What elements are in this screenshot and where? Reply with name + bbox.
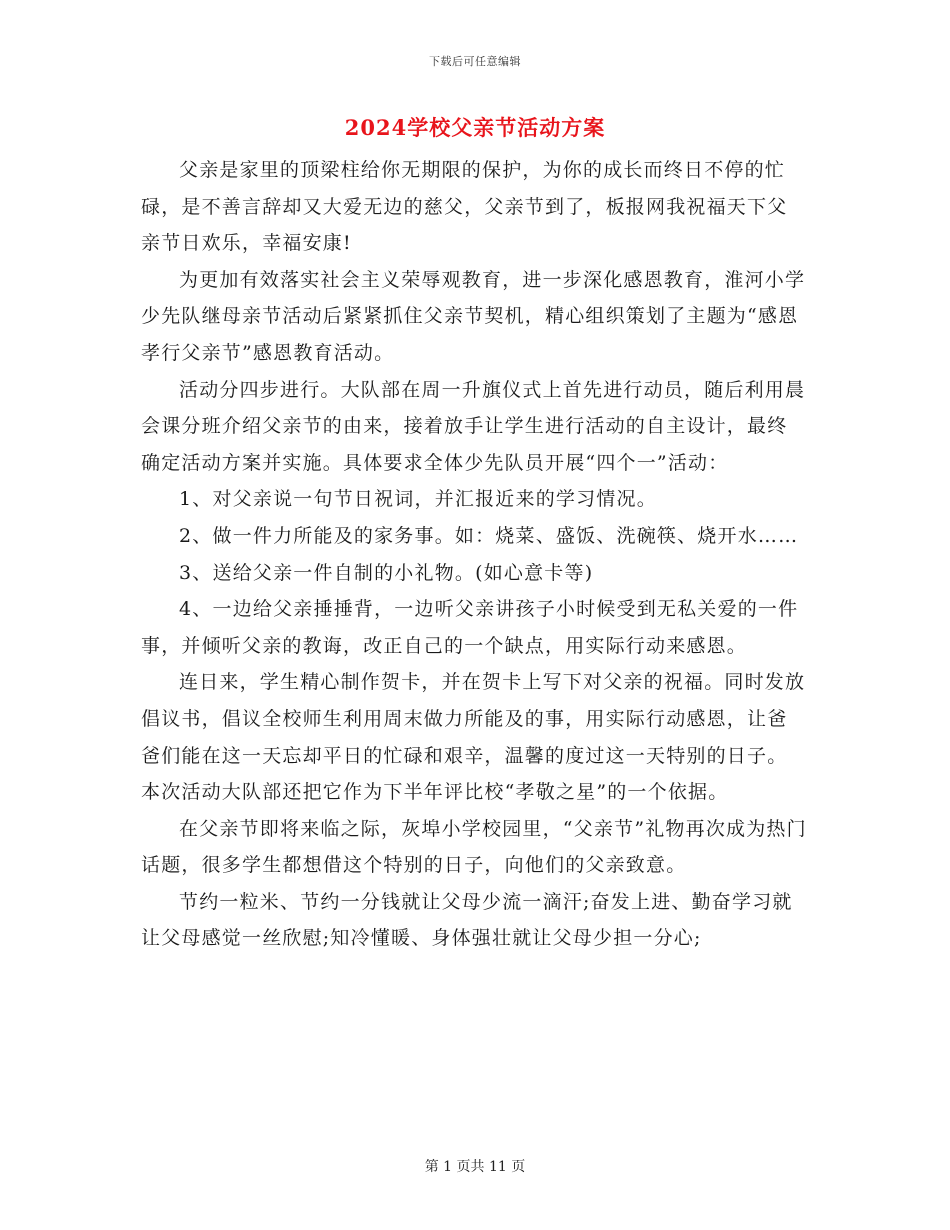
header-note: 下载后可任意编辑 [429, 55, 521, 68]
paragraph-steps: 活动分四步进行。大队部在周一升旗仪式上首先进行动员，随后利用晨会课分班介绍父亲节的由来，接着放手让学生进行活动的自主设计，最终确定活动方案并实施。具体要求全体少先队员开展“四个一”活动： [141, 378, 806, 474]
paragraph-closing: 节约一粒米、节约一分钱就让父母少流一滴汗;奋发上进、勤奋学习就让父母感觉一丝欣慰;知冷懂暖、身体强壮就让父母少担一分心; [141, 890, 793, 950]
list-item: 4、一边给父亲捶捶背，一边听父亲讲孩子小时候受到无私关爱的一件事，并倾听父亲的教诲，改正自己的一个缺点，用实际行动来感恩。 [141, 598, 799, 657]
document-body [141, 152, 807, 957]
list-item: 3、送给父亲一件自制的小礼物。(如心意卡等) [179, 561, 594, 584]
page-footer: 第 1 页共 11 页 [424, 1159, 526, 1175]
paragraph-school: 在父亲节即将来临之际，灰埠小学校园里，“父亲节”礼物再次成为热门话题，很多学生都想借这个特别的日子，向他们的父亲致意。 [141, 817, 807, 877]
paragraph-purpose: 为更加有效落实社会主义荣辱观教育，进一步深化感恩教育，淮河小学少先队继母亲节活动后紧紧抓住父亲节契机，精心组织策划了主题为“感恩孝行父亲节”感恩教育活动。 [141, 268, 806, 364]
document-title: 2024学校父亲节活动方案 [344, 115, 606, 140]
list-item: 2、做一件力所能及的家务事。如：烧菜、盛饭、洗碗筷、烧开水…… [179, 524, 799, 547]
paragraph-intro: 父亲是家里的顶梁柱给你无期限的保护，为你的成长而终日不停的忙碌，是不善言辞却又大爱无边的慈父，父亲节到了，板报网我祝福天下父亲节日欢乐，幸福安康! [141, 159, 788, 255]
paragraph-results: 连日来，学生精心制作贺卡，并在贺卡上写下对父亲的祝福。同时发放倡议书，倡议全校师生利用周末做力所能及的事，用实际行动感恩，让爸爸们能在这一天忘却平日的忙碌和艰辛，温馨的度过这一天特别的日子。本次活动大队部还把它作为下半年评比校“孝敬之星”的一个依据。 [141, 671, 806, 804]
list-item: 1、对父亲说一句节日祝词，并汇报近来的学习情况。 [179, 488, 657, 511]
